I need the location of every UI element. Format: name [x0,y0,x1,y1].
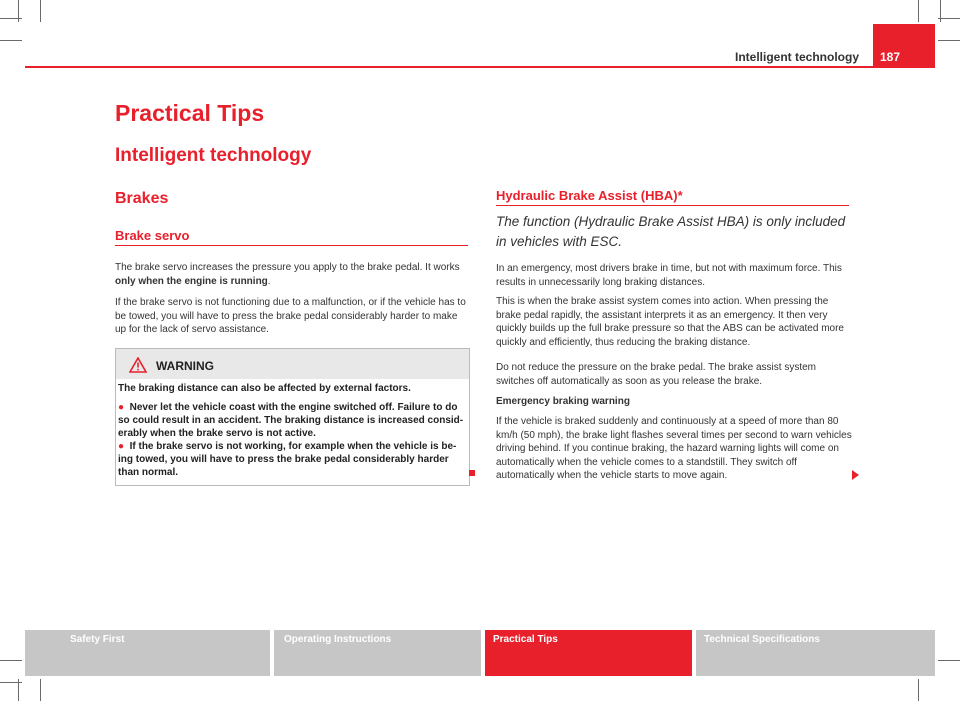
tab-practical-tips[interactable] [485,630,692,676]
hba-paragraph-4: If the vehicle is braked suddenly and continuously at a speed of more than 80 km/h (50 mph), the brake light flashes several times per second to warn vehicles driving behind. If you continue braking, the hazard warning lights will come on automatically when the vehicle comes to a standstill. They switch off automatically when the vehicle starts to move again. [496,416,852,481]
warning-item-text: Never let the vehicle coast with the engine switched off. Failure to do so could result in an accident. The braking distance is increased consid-erably when the brake servo is not active. [118,402,464,439]
hba-paragraph-1: In an emergency, most drivers brake in time, but not with maximum force. This results in unnecessarily long braking distances. [496,263,842,288]
hba-title: Hydraulic Brake Assist (HBA)* [496,188,683,203]
hba-paragraph-3: Do not reduce the pressure on the brake pedal. The brake assist system switches off automatically as soon as you release the brake. [496,362,816,387]
crop-mark [18,679,19,701]
page-number: 187 [880,50,901,64]
paragraph-emphasis: only when the engine is running [115,275,268,287]
footer-tabs [25,630,935,676]
crop-mark [938,18,960,19]
crop-mark [918,679,919,701]
crop-mark [918,0,919,22]
hba-title-rule [496,205,849,206]
brake-servo-paragraph-1 [115,261,470,288]
crop-mark [940,0,941,22]
paragraph-text: . [267,275,271,287]
tab-label: Operating Instructions [284,634,392,645]
crop-mark [938,660,960,661]
header-chapter-title: Intelligent technology [735,50,860,64]
tab-label: Technical Specifications [704,634,820,645]
crop-mark [40,0,41,22]
subtopic-rule [115,245,468,246]
tab-technical-specifications[interactable] [696,630,935,676]
tab-operating-instructions[interactable] [274,630,481,676]
bullet-icon: ● [118,402,125,413]
crop-mark [40,679,41,701]
paragraph-text: The brake servo increases the pressure you apply to the brake pedal. It works [115,262,460,273]
warning-label: WARNING [156,359,214,373]
bullet-icon: ● [118,441,125,452]
hba-paragraph-2: This is when the brake assist system comes into action. When pressing the brake pedal rapidly, the assistant interprets it as an emergency. It then very quickly builds up the full brake pressure so that the ABS can be activated more quickly and efficiently, thus reducing the braking distance. [496,296,844,348]
tab-label: Safety First [70,634,125,645]
brake-servo-paragraph-2: If the brake servo is not functioning due to a malfunction, or if the vehicle has to be towed, you will have to press the brake pedal considerably harder to make up for the lack of servo assistance. [115,297,466,335]
next-page-arrow-icon [852,470,859,480]
crop-mark [0,660,22,661]
crop-mark [18,0,19,22]
subtopic-title: Brake servo [115,228,190,243]
warning-item-text: If the brake servo is not working, for example when the vehicle is be-ing towed, you will have to press the brake pedal considerably harder than normal. [118,441,457,478]
tab-label: Practical Tips [493,634,558,645]
tab-safety-first[interactable] [25,630,270,676]
section-title: Practical Tips [115,100,265,126]
crop-mark [938,40,960,41]
crop-mark [0,40,22,41]
chapter-title: Intelligent technology [115,145,312,166]
warning-header [116,349,469,379]
warning-item [118,440,464,479]
warning-item [118,401,464,440]
section-end-marker-icon [469,470,475,476]
header-rule [25,66,935,68]
warning-triangle-icon [129,357,147,373]
warning-intro: The braking distance can also be affected by external factors. [118,383,411,394]
emergency-braking-warning-title: Emergency braking warning [496,396,630,407]
hba-intro: The function (Hydraulic Brake Assist HBA) is only included in vehicles with ESC. [496,214,846,249]
warning-box [115,348,470,486]
topic-title: Brakes [115,190,169,207]
